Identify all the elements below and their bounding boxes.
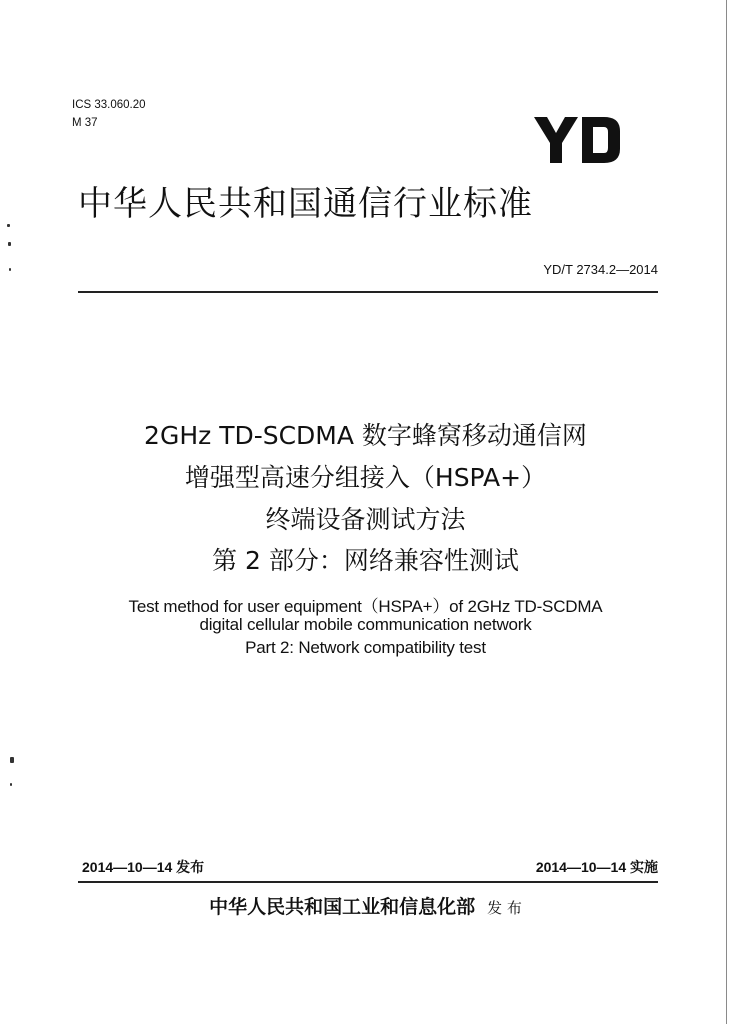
ccs-code: M 37 [72, 117, 98, 129]
en-title-line-1: Test method for user equipment（HSPA+）of 2GHz TD-SCDMA [128, 597, 603, 616]
issuer-name: 中华人民共和国工业和信息化部 [209, 896, 476, 918]
issuer [0, 892, 731, 919]
cn-title-line-3: 终端设备测试方法 [265, 505, 466, 534]
cn-title-line-4: 第 2 部分：网络兼容性测试 [212, 546, 519, 575]
scan-speck [10, 757, 14, 763]
publish-date: 2014—10—14 发布 [82, 859, 205, 875]
cn-title-line-2: 增强型高速分组接入（HSPA+） [184, 463, 547, 492]
scan-speck [9, 268, 11, 271]
cn-title-line-1: 2GHz TD-SCDMA 数字蜂窝移动通信网 [144, 421, 587, 450]
en-title-line-2: digital cellular mobile communication network [199, 615, 532, 634]
ics-code: ICS 33.060.20 [72, 99, 146, 111]
standard-category-title: 中华人民共和国通信行业标准 [78, 184, 533, 224]
standard-number: YD/T 2734.2—2014 [543, 262, 658, 277]
scan-speck [8, 242, 11, 246]
implement-date: 2014—10—14 实施 [535, 859, 658, 875]
issuer-suffix: 发 布 [487, 899, 522, 917]
footer-rule [78, 881, 658, 883]
header-rule [78, 291, 658, 293]
en-title-line-3: Part 2: Network compatibility test [245, 638, 486, 657]
scan-speck [10, 783, 12, 786]
yd-logo [534, 117, 620, 163]
scan-speck [7, 224, 10, 227]
